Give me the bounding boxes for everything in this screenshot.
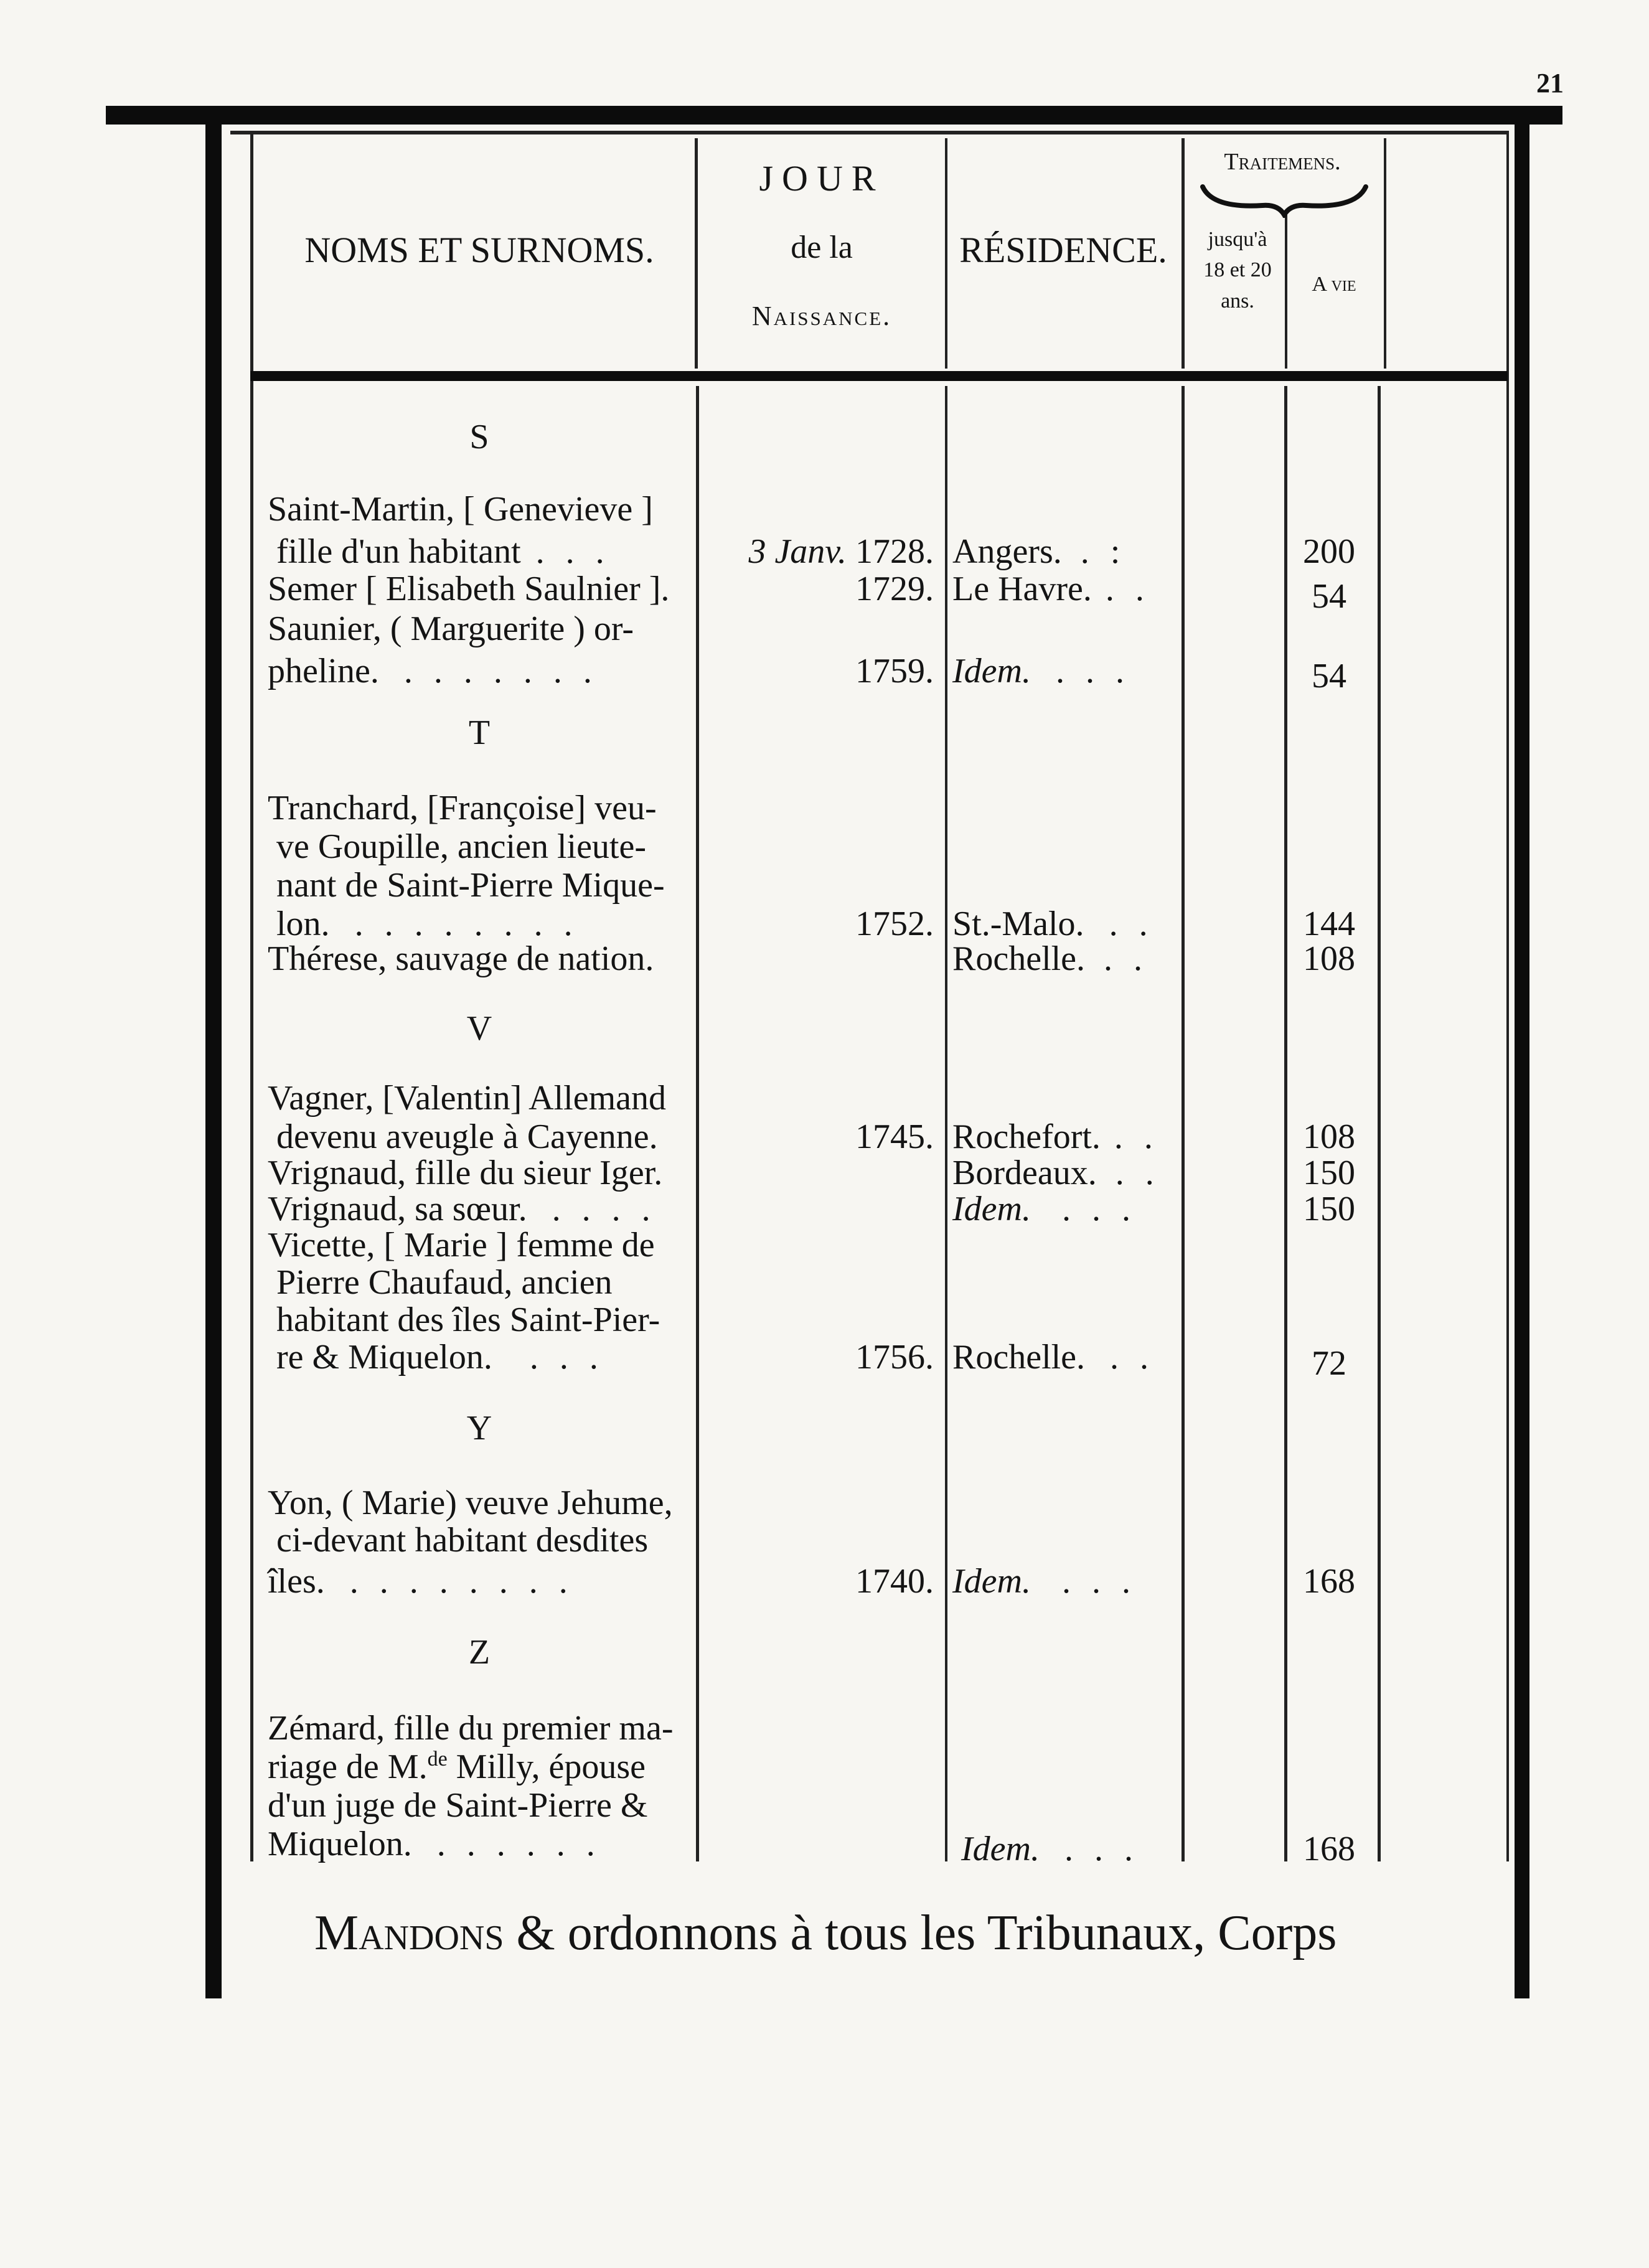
- entry-saunier-line2: [268, 654, 697, 689]
- leader-dots: . . . . . .: [436, 1825, 601, 1863]
- name-text: ve Goupille, ancien lieute-: [276, 827, 646, 866]
- name-text: fille d'un habitant: [276, 532, 521, 571]
- entry-vicette-line4: [268, 1340, 697, 1375]
- table-right-border: [1515, 106, 1529, 1998]
- name-text: Vrignaud, sa sœur.: [268, 1190, 527, 1228]
- entry-therese-line1: Thérese, sauvage de nation.: [268, 939, 654, 978]
- header-birth-line3: Naissance.: [751, 300, 892, 331]
- leader-dots: . .: [1104, 939, 1149, 978]
- leader-dots: . .: [1114, 1118, 1159, 1156]
- entry-vrignaud1-line1: Vrignaud, fille du sieur Iger.: [268, 1154, 663, 1192]
- body-divider-5: [1378, 386, 1381, 1861]
- leader-dots: . .: [1115, 1154, 1160, 1192]
- residence-text: Rochelle.: [952, 939, 1086, 978]
- header-until-line1: jusqu'à: [1208, 228, 1267, 251]
- leader-dots: . . . .: [552, 1190, 657, 1228]
- residence-text: St.-Malo.: [952, 905, 1084, 943]
- name-text: habitant des îles Saint-Pier-: [276, 1301, 660, 1339]
- entry-saunier-date: 1759.: [855, 652, 934, 690]
- residence-text: Idem.: [952, 1562, 1031, 1601]
- entry-vrignaud2-amount: 150: [1303, 1190, 1355, 1228]
- entry-zemard-residence: [952, 1832, 1183, 1866]
- residence-text: Rochelle.: [952, 1338, 1086, 1376]
- entry-semer-amount: 54: [1312, 577, 1346, 616]
- header-until-age: [1188, 224, 1287, 316]
- entry-yon-line1: Yon, ( Marie) veuve Jehume,: [268, 1484, 673, 1522]
- entry-vrignaud1-amount: 150: [1303, 1154, 1355, 1192]
- residence-text: Idem.: [961, 1830, 1040, 1868]
- section-letter-v: V: [466, 1009, 492, 1048]
- entry-zemard-amount: 168: [1303, 1830, 1355, 1868]
- entry-yon-amount: 168: [1303, 1562, 1355, 1601]
- entry-vagner-date: 1745.: [855, 1118, 934, 1156]
- residence-text: Idem.: [952, 652, 1031, 690]
- entry-vicette-amount: 72: [1312, 1344, 1346, 1383]
- header-until-line2: 18 et 20: [1203, 258, 1272, 282]
- name-text-post: Milly, épouse: [447, 1748, 646, 1786]
- entry-saunier-amount: 54: [1312, 657, 1346, 695]
- header-divider-3: [1182, 138, 1185, 369]
- leader-dots: . . . . . . . .: [349, 1562, 574, 1601]
- entry-zemard-line3: d'un juge de Saint-Pierre &: [268, 1786, 648, 1825]
- residence-text: Idem.: [952, 1190, 1031, 1228]
- header-birth-date: [697, 159, 946, 331]
- residence-text: Bordeaux.: [952, 1154, 1097, 1192]
- entry-tranchard-line4: [268, 906, 697, 941]
- leader-dots: . :: [1080, 532, 1127, 571]
- header-names: NOMS ET SURNOMS.: [304, 230, 654, 270]
- entry-saunier-residence: [952, 654, 1183, 689]
- name-text: devenu aveugle à Cayenne.: [276, 1118, 658, 1156]
- section-letter-z: Z: [468, 1633, 491, 1672]
- leader-dots: . . . . . . . .: [354, 905, 579, 943]
- leader-dots: . . .: [1064, 1830, 1139, 1868]
- entry-tranchard-amount: 144: [1303, 905, 1355, 943]
- entry-vrignaud2-residence: [952, 1192, 1183, 1226]
- entry-tranchard-line2: [268, 829, 697, 864]
- leader-dots: . .: [1105, 570, 1150, 608]
- entry-vrignaud1-residence: [952, 1155, 1183, 1190]
- header-divider-5: [1384, 138, 1386, 369]
- entry-therese-amount: 108: [1303, 939, 1355, 978]
- header-brace: [1200, 181, 1368, 218]
- entry-saint-martin-amount: 200: [1303, 532, 1355, 571]
- entry-saunier-line1: Saunier, ( Marguerite ) or-: [268, 609, 634, 648]
- name-text: pheline.: [268, 652, 379, 690]
- entry-tranchard-date: 1752.: [855, 905, 934, 943]
- entry-saint-martin-residence: [952, 534, 1183, 569]
- entry-yon-line2: [268, 1523, 697, 1558]
- entry-vagner-line2: [268, 1119, 697, 1154]
- name-text: Pierre Chaufaud, ancien: [276, 1263, 613, 1302]
- name-text-pre: riage de M.: [268, 1748, 428, 1786]
- entry-zemard-line2: [268, 1749, 697, 1784]
- header-birth-line2: de la: [791, 229, 853, 265]
- leader-dots: . .: [1110, 1338, 1155, 1376]
- leader-dots: . . .: [535, 532, 611, 571]
- entry-semer-date: 1729.: [855, 570, 934, 608]
- section-letter-t: T: [468, 713, 491, 752]
- entry-semer-residence: [952, 572, 1183, 606]
- name-text: Miquelon.: [268, 1825, 412, 1863]
- entry-vicette-line3: [268, 1302, 697, 1337]
- table-header-separator: [250, 371, 1508, 381]
- name-text: ci-devant habitant desdites: [276, 1521, 649, 1560]
- body-divider-4: [1284, 386, 1287, 1861]
- date-year: 1728.: [855, 532, 934, 571]
- entry-vicette-line2: [268, 1265, 697, 1300]
- entry-yon-date: 1740.: [855, 1562, 934, 1601]
- residence-text: Le Havre.: [952, 570, 1092, 608]
- entry-vagner-residence: [952, 1119, 1183, 1154]
- table-left-inner-border: [250, 131, 253, 1861]
- residence-text: Rochefort.: [952, 1118, 1101, 1156]
- table-top-border: [106, 106, 1562, 125]
- header-traitemens: Traitemens.: [1224, 149, 1341, 175]
- footer-text: [314, 1905, 1337, 1962]
- section-letter-y: Y: [466, 1409, 492, 1447]
- entry-vicette-line1: Vicette, [ Marie ] femme de: [268, 1226, 655, 1264]
- entry-vrignaud2-line1: [268, 1192, 697, 1226]
- entry-saint-martin-date: [710, 534, 934, 569]
- section-letter-s: S: [469, 418, 489, 456]
- entry-vagner-amount: 108: [1303, 1118, 1355, 1156]
- header-for-life: A vie: [1312, 273, 1356, 296]
- entry-yon-line3: [268, 1564, 697, 1599]
- entry-saint-martin-line1: Saint-Martin, [ Genevieve ]: [268, 490, 653, 529]
- header-residence: RÉSIDENCE.: [959, 230, 1167, 270]
- leader-dots: . . .: [529, 1338, 604, 1376]
- name-text: lon.: [276, 905, 330, 943]
- entry-therese-residence: [952, 941, 1183, 976]
- entry-zemard-line1: Zémard, fille du premier ma-: [268, 1709, 674, 1748]
- entry-vicette-date: 1756.: [855, 1338, 934, 1376]
- header-birth-line1: JOUR: [759, 158, 885, 199]
- entry-tranchard-line3: [268, 868, 697, 903]
- table-left-border: [205, 106, 222, 1998]
- name-text: nant de Saint-Pierre Mique-: [276, 866, 665, 905]
- entry-semer-line1: Semer [ Elisabeth Saulnier ].: [268, 570, 670, 608]
- entry-vagner-line1: Vagner, [Valentin] Allemand: [268, 1079, 667, 1118]
- entry-tranchard-line1: Tranchard, [Françoise] veu-: [268, 789, 657, 827]
- name-text: îles.: [268, 1562, 325, 1601]
- date-day: 3 Janv.: [748, 532, 847, 571]
- entry-zemard-line4: [268, 1827, 697, 1861]
- body-divider-2: [945, 386, 947, 1861]
- name-text: re & Miquelon.: [276, 1338, 492, 1376]
- leader-dots: . . .: [1061, 1190, 1137, 1228]
- leader-dots: . . . . . . .: [403, 652, 598, 690]
- entry-yon-residence: [952, 1564, 1183, 1599]
- table-right-inner-border: [1506, 131, 1509, 1861]
- leader-dots: . .: [1109, 905, 1154, 943]
- name-text-superscript: de: [427, 1748, 448, 1771]
- leader-dots: . . .: [1055, 652, 1130, 690]
- page-number: 21: [1536, 68, 1564, 98]
- footer-rest: & ordonnons à tous les Tribunaux, Corps: [504, 1906, 1337, 1960]
- leader-dots: . . .: [1061, 1562, 1137, 1601]
- residence-text: Angers.: [952, 532, 1062, 571]
- header-until-line3: ans.: [1221, 289, 1254, 313]
- table-header-top-rule: [230, 131, 1506, 134]
- entry-vicette-residence: [952, 1340, 1183, 1375]
- footer-lead-word: Mandons: [314, 1906, 504, 1960]
- entry-tranchard-residence: [952, 906, 1183, 941]
- entry-saint-martin-line2: [268, 534, 697, 569]
